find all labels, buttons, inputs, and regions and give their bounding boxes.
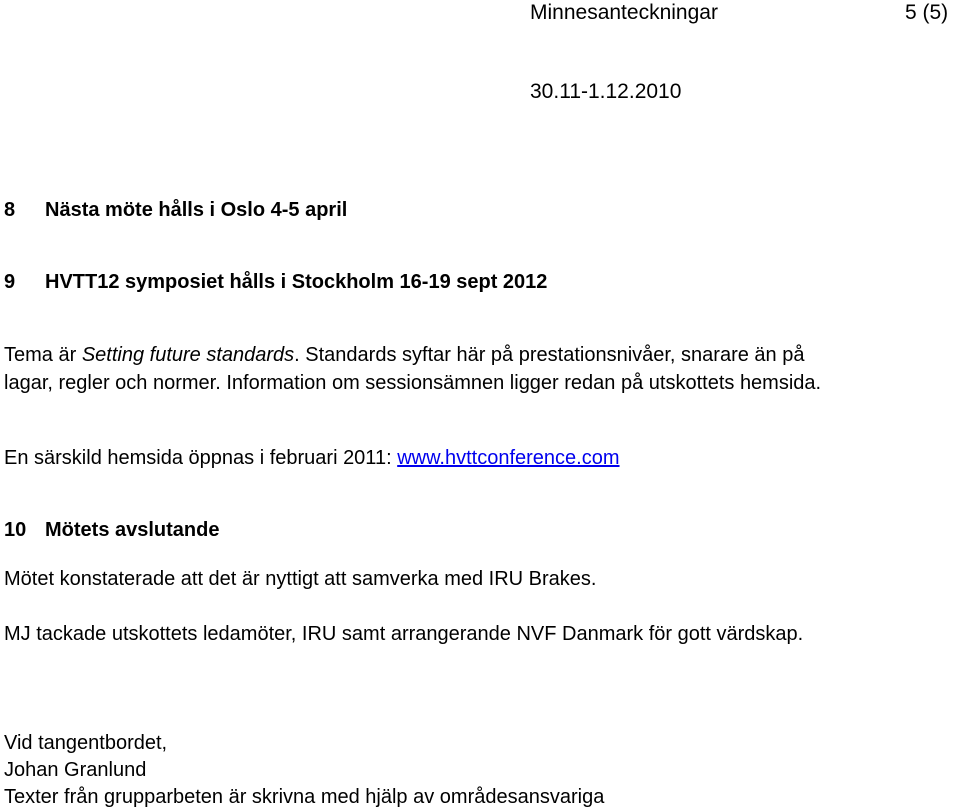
section-9-paragraph-1-line-2: lagar, regler och normer. Information om sessionsämnen ligger redan på utskottets hemsida. <box>4 372 822 394</box>
section-9-number: 9 <box>4 271 16 293</box>
conference-website-link[interactable]: www.hvttconference.com <box>397 447 620 469</box>
page-number: 5 (5) <box>905 1 949 24</box>
document-date: 30.11-1.12.2010 <box>530 80 682 103</box>
section-9-heading <box>4 270 547 294</box>
footer-note: Texter från grupparbeten är skrivna med hjälp av områdesansvariga <box>4 786 605 808</box>
section-10-paragraph-1: Mötet konstaterade att det är nyttigt att samverka med IRU Brakes. <box>4 568 597 590</box>
document-title: Minnesanteckningar <box>530 1 718 24</box>
section-10-heading <box>4 518 219 542</box>
footer-author: Johan Granlund <box>4 759 147 781</box>
theme-title: Setting future standards <box>81 344 295 366</box>
footer-line-1: Vid tangentbordet, <box>4 732 168 754</box>
section-10-title: Mötets avslutande <box>45 519 220 541</box>
section-10-paragraph-2: MJ tackade utskottets ledamöter, IRU samt arrangerande NVF Danmark för gott värdskap. <box>4 623 804 645</box>
section-8-heading <box>4 198 347 222</box>
section-8-title: Nästa möte hålls i Oslo 4-5 april <box>45 199 348 221</box>
section-10-number: 10 <box>4 519 27 541</box>
section-9-paragraph-2 <box>4 446 620 470</box>
section-9-paragraph-1-line-1 <box>4 343 804 367</box>
section-9-title: HVTT12 symposiet hålls i Stockholm 16-19 sept 2012 <box>45 271 548 293</box>
section-8-number: 8 <box>4 199 16 221</box>
theme-prefix: Tema är <box>4 344 82 366</box>
theme-suffix: . Standards syftar här på prestationsnivåer, snarare än på <box>294 344 805 366</box>
website-text: En särskild hemsida öppnas i februari 2011: <box>4 447 398 469</box>
